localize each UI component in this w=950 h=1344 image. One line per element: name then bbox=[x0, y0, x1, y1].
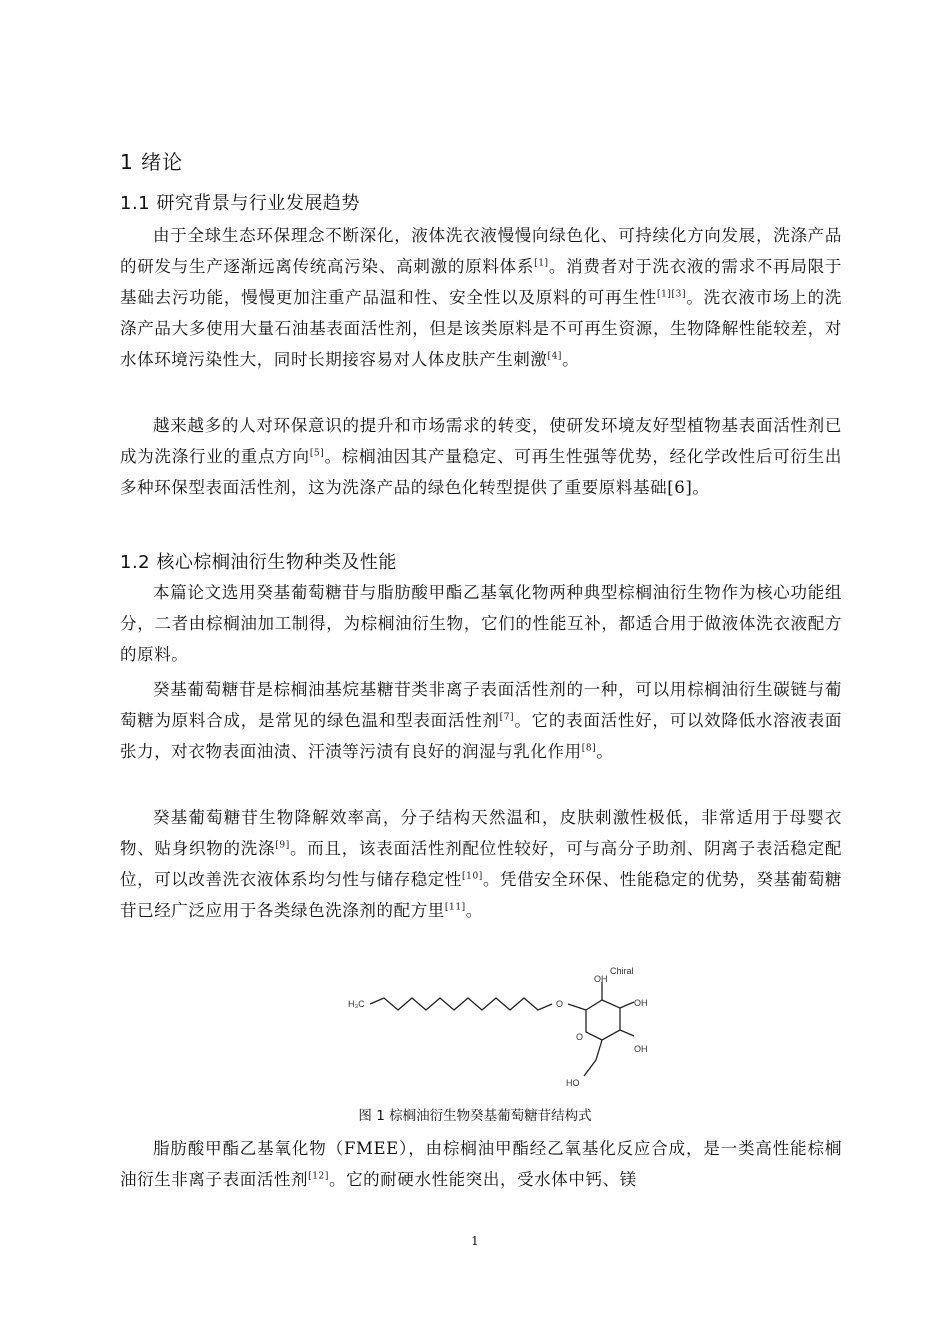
hydroxyl-label-top: OH bbox=[594, 974, 608, 984]
text-run: 。而且，该表面活性剂配位性较好，可与高分子助剂、阴离子表活稳定配位，可以改善洗衣液体系均匀性与储存稳定性 bbox=[120, 839, 842, 889]
figure-caption: 图 1 棕榈油衍生物癸基葡萄糖苷结构式 bbox=[358, 1108, 592, 1124]
text-run: 。 bbox=[465, 901, 483, 920]
section-title-1-2: 1.2 核心棕榈油衍生物种类及性能 bbox=[120, 552, 397, 573]
chiral-label: Chiral bbox=[610, 966, 634, 976]
text-run: 由于全球生态环保理念不断深化，液体洗衣液慢慢向绿色化、可持续化方向发展，洗涤产品的研发与生产逐渐远离传统高污染、高刺激的原料体系 bbox=[120, 226, 842, 276]
ring-oxygen-label: O bbox=[576, 1032, 584, 1042]
paragraph bbox=[120, 410, 842, 503]
text-run: 本篇论文选用癸基葡萄糖苷与脂肪酸甲酯乙基氧化物两种典型棕榈油衍生物作为核心功能组分，二者由棕榈油加工制得，为棕榈油衍生物，它们的性能互补，都适合用于做液体洗衣液配方的原料。 bbox=[120, 583, 842, 664]
text-run: 。消费者对于洗衣液的需求不再局限于基础去污功能，慢慢更加注重产品温和性、安全性以及原料的可再生性 bbox=[120, 257, 842, 307]
chapter-title: 1 绪论 bbox=[120, 150, 184, 174]
citation-ref: [1][3] bbox=[656, 289, 687, 300]
text-run: 越来越多的人对环保意识的提升和市场需求的转变，使研发环境友好型植物基表面活性剂已成为洗涤行业的重点方向 bbox=[120, 416, 842, 466]
citation-ref: [5] bbox=[309, 448, 325, 459]
citation-ref: [12] bbox=[308, 1171, 329, 1182]
text-run: 脂肪酸甲酯乙基氧化物（FMEE），由棕榈油甲酯经乙氧基化反应合成，是一类高性能棕榈油衍生非离子表面活性剂 bbox=[120, 1139, 842, 1189]
citation-ref: [8] bbox=[581, 743, 597, 754]
text-run: 。它的耐硬水性能突出，受水体中钙、镁 bbox=[328, 1170, 637, 1189]
section-title-1-1: 1.1 研究背景与行业发展趋势 bbox=[120, 193, 360, 214]
hydroxyl-label-right: OH bbox=[634, 998, 648, 1008]
text-run: 。棕榈油因其产量稳定、可再生性强等优势，经化学改性后可衍生出多种环保型表面活性剂，这为洗涤产品的绿色化转型提供了重要原料基础[6]。 bbox=[120, 447, 843, 497]
paragraph bbox=[120, 674, 842, 767]
citation-ref: [11] bbox=[444, 902, 466, 913]
text-run: 癸基葡萄糖苷是棕榈油基烷基糖苷类非离子表面活性剂的一种，可以用棕榈油衍生碳链与葡萄糖为原料合成，是常见的绿色温和型表面活性剂 bbox=[120, 680, 842, 730]
text-run: 。它的表面活性好，可以效降低水溶液表面张力，对衣物表面油渍、汗渍等污渍有良好的润湿与乳化作用 bbox=[120, 711, 843, 761]
text-run: 。 bbox=[596, 742, 614, 761]
citation-ref: [7] bbox=[499, 712, 515, 723]
text-run: 。洗衣液市场上的洗涤产品大多使用大量石油基表面活性剂，但是该类原料是不可再生资源，生物降解性能较差，对水体环境污染性大，同时长期接容易对人体皮肤产生刺激 bbox=[120, 288, 842, 369]
hydroxymethyl-label: HO bbox=[566, 1078, 580, 1088]
hydroxyl-label-lower: OH bbox=[634, 1044, 648, 1054]
text-run: 癸基葡萄糖苷生物降解效率高，分子结构天然温和，皮肤刺激性极低，非常适用于母婴衣物、贴身织物的洗涤 bbox=[120, 808, 842, 858]
text-run: 。凭借安全环保、性能稳定的优势，癸基葡萄糖苷已经广泛应用于各类绿色洗涤剂的配方里 bbox=[120, 870, 842, 920]
paragraph bbox=[120, 802, 842, 926]
citation-ref: [9] bbox=[275, 840, 290, 851]
link-oxygen-label: O bbox=[556, 999, 564, 1009]
text-run: 。 bbox=[562, 350, 580, 369]
page-number: 1 bbox=[471, 1234, 479, 1248]
structure-figure bbox=[340, 960, 660, 1095]
paragraph bbox=[120, 220, 842, 375]
citation-ref: [10] bbox=[462, 871, 483, 882]
paragraph bbox=[120, 1133, 842, 1195]
paragraph bbox=[120, 577, 842, 670]
methyl-label: H₃C bbox=[348, 999, 365, 1009]
citation-ref: [1] bbox=[534, 258, 549, 269]
citation-ref: [4] bbox=[547, 351, 563, 362]
